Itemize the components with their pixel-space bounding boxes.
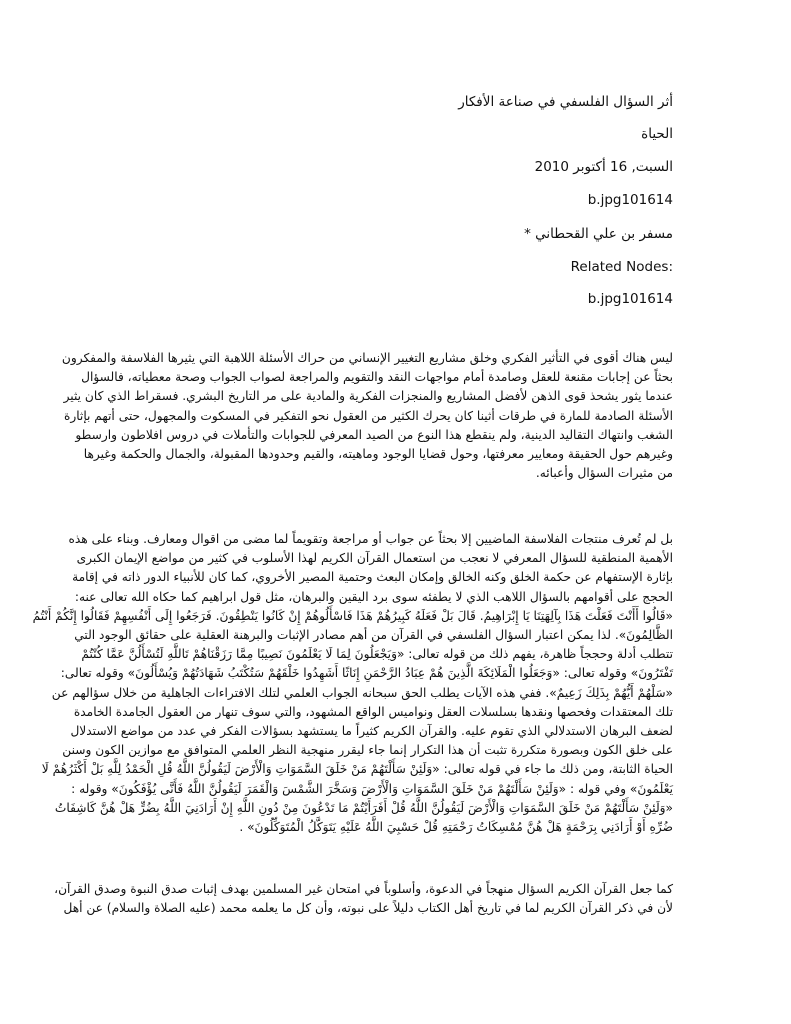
publish-date: السبت, 16 أكتوبر 2010 (534, 159, 673, 175)
text-line: تلك المعتقدات وفحصها ونقدها بسلسلات العقل ونواميس الواقع المشهود، والتي سوف تنهار من العقول الجامدة الخامدة (73, 704, 673, 719)
text-line: وغيرهم حول الحقيقة ومعايير معرفتها، وحول قضايا الوجود وماهيته، والقيم وحدودها المقبولة، والجمال والحكمة وغيرها (83, 447, 673, 462)
text-line: الأهمية المنطقية للسؤال المعرفي لا نعجب من استعمال القرآن الكريم لهذا الأسلوب في كثير من مواضع الإيمان الكبرى (76, 551, 673, 566)
text-line: الحجج على أقوامهم بالسؤال اللاهب الذي لا يطفئه سوى برد اليقين والبرهان، مثل قول ابراهيم كما حكاه الله تعالى عنه: (74, 589, 673, 604)
text-line: من مثيرات السؤال وأعبائه. (535, 466, 673, 481)
source-name: الحياة (641, 126, 673, 142)
paragraph-1 (61, 349, 673, 483)
text-line: لضعف البرهان الاستدلالي الذي تقوم عليه. والقرآن الكريم كثيراً ما يستشهد بسؤالات الفكر في عدد من مواضع الاستدلال (70, 724, 673, 739)
text-line: كما جعل القرآن الكريم السؤال منهجاً في الدعوة، وأسلوباً في امتحان غير المسلمين بهدف إثبات صدق النبوة وصدق القرآن، (54, 882, 673, 896)
paragraph-2 (32, 530, 673, 837)
text-line: بإثارة الإستفهام عن حكمة الخلق وكنه الخالق وإمكان البعث وحتمية المصير الأخروي، كما كان للأنبياء الدور ذاته في إقامة (72, 570, 673, 585)
text-line: ضُرِّهِ أَوْ أَرَادَنِي بِرَحْمَةٍ هَلْ هُنَّ مُمْسِكَاتُ رَحْمَتِهِ قُلْ حَسْبِيَ اللَّهُ عَلَيْهِ يَتَوَكَّلُ الْمُتَوَكِّلُونَ» . (239, 820, 673, 835)
text-line: بحثاً عن إجابات مقنعة للعقل وصامدة أمام مواجهات النقد والتقويم والمراجعة لصواب الجواب وصحة معطياته، فالسؤال (81, 370, 673, 385)
text-line: تتطلب أدلة وحججاً ظاهرة، يفهم ذلك من قوله تعالى: «وَيَجْعَلُونَ لِمَا لَا يَعْلَمُونَ نَصِيبًا مِمَّا رَزَقْنَاهُمْ تَاللَّهِ لَتُسْأَلُنَّ عَمَّا كُنْتُمْ (81, 647, 673, 662)
text-line: الشغب وانتهاك التقاليد الدينية، ولم ينقطع هذا النوع من الصيد المعرفي للجوابات والتأملات في دروس افلاطون وارسطو (75, 427, 673, 442)
text-line: يَعْلَمُونَ» وفي قوله : «وَلَئِنْ سَأَلْتَهُمْ مَنْ خَلَقَ السَّمَوَاتِ وَالْأَرْضَ وَسَخَّرَ الشَّمْسَ وَالْقَمَرَ لَيَقُولُنَّ اللَّهُ فَأَنَّى يُؤْفَكُونَ» وقوله : (71, 781, 673, 796)
image-reference-2: b.jpg101614 (587, 291, 673, 307)
text-line: «قَالُوا أَأَنْتَ فَعَلْتَ هَذَا بِآلِهَتِنَا يَا إِبْرَاهِيمُ. قَالَ بَلْ فَعَلَهُ كَبِيرُهُمْ هَذَا فَاسْأَلُوهُمْ إِنْ كَانُوا يَنْطِقُونَ. فَرَجَعُوا إِلَى أَنْفُسِهِمْ فَقَالُوا إِنَّكُمْ أَنْتُمُ (32, 608, 673, 623)
text-line: ليس هناك أقوى في التأثير الفكري وخلق مشاريع التغيير الإنساني من حراك الأسئلة اللاهبة التي يثيرها الفلاسفة والمفكرون (61, 351, 673, 365)
text-line: على خلق الكون وبصورة متكررة تثبت أن هذا التكرار إنما جاء ليقرر منهجية النظر العلمي المتوافق مع موازين الكون وسنن (62, 743, 673, 758)
text-line: الأسئلة الصادمة للمارة في طرقات أثينا كان يحرك الكثير من العقول نحو التفكير في المسكوت والمجهول، حتى أتهم بإثارة (63, 408, 673, 423)
text-line: لأن في ذكر القرآن الكريم لما في تاريخ أهل الكتاب دليلاً على نبوته، وأن كل ما يعلمه محمد (عليه الصلاة والسلام) عن أهل (63, 901, 673, 916)
text-line: بل لم تُعرف منتجات الفلاسفة الماضيين إلا بحثاً عن جواب أو مراجعة وتقويماً لما مضى من اقوال ومعارف. وبناء على هذه (68, 532, 673, 546)
text-line: عندما يثور يشحذ قوى الذهن لأفضل المشاريع والمنجزات الفكرية والمادية على مر التاريخ البشري. فسقراط الذي كان يثير (63, 389, 673, 404)
text-line: تَفْتَرُونَ» وقوله تعالى: «وَجَعَلُوا الْمَلَائِكَةَ الَّذِينَ هُمْ عِبَادُ الرَّحْمَنِ إِنَاثًا أَشَهِدُوا خَلْقَهُمْ سَتُكْتَبُ شَهَادَتُهُمْ وَيُسْأَلُونَ» وقوله تعالى: (60, 666, 673, 681)
related-nodes-label: Related Nodes: (570, 259, 673, 275)
article-title: أثر السؤال الفلسفي في صناعة الأفكار (458, 94, 673, 110)
text-line: «سَلْهُمْ أَيُّهُمْ بِذَلِكَ زَعِيمٌ». ففي هذه الآيات يطلب الحق سبحانه الجواب العلمي لتلك الافتراءات الجاهلية من خلال سؤالهم عن (51, 685, 673, 700)
text-line: الظَّالِمُونَ». لذا يمكن اعتبار السؤال الفلسفي في القرآن من أهم مصادر الإثبات والبرهنة العقلية على حقائق الوجود التي (74, 628, 673, 643)
image-reference: b.jpg101614 (587, 192, 673, 208)
text-line: الحياة الثابتة، ومن ذلك ما جاء في قوله تعالى: «وَلَئِنْ سَأَلْتَهُمْ مَنْ خَلَقَ السَّمَوَاتِ وَالْأَرْضَ لَيَقُولُنَّ اللَّهُ قُلِ الْحَمْدُ لِلَّهِ بَلْ أَكْثَرُهُمْ لَا (41, 762, 673, 777)
paragraph-3 (54, 880, 673, 918)
text-line: «وَلَئِنْ سَأَلْتَهُمْ مَنْ خَلَقَ السَّمَوَاتِ وَالْأَرْضَ لَيَقُولُنَّ اللَّهُ قُلْ أَفَرَأَيْتُمْ مَا تَدْعُونَ مِنْ دُونِ اللَّهِ إِنْ أَرَادَنِيَ اللَّهُ بِضُرٍّ هَلْ هُنَّ كَاشِفَاتُ (54, 800, 673, 815)
author-name: مسفر بن علي القحطاني * (524, 226, 673, 242)
